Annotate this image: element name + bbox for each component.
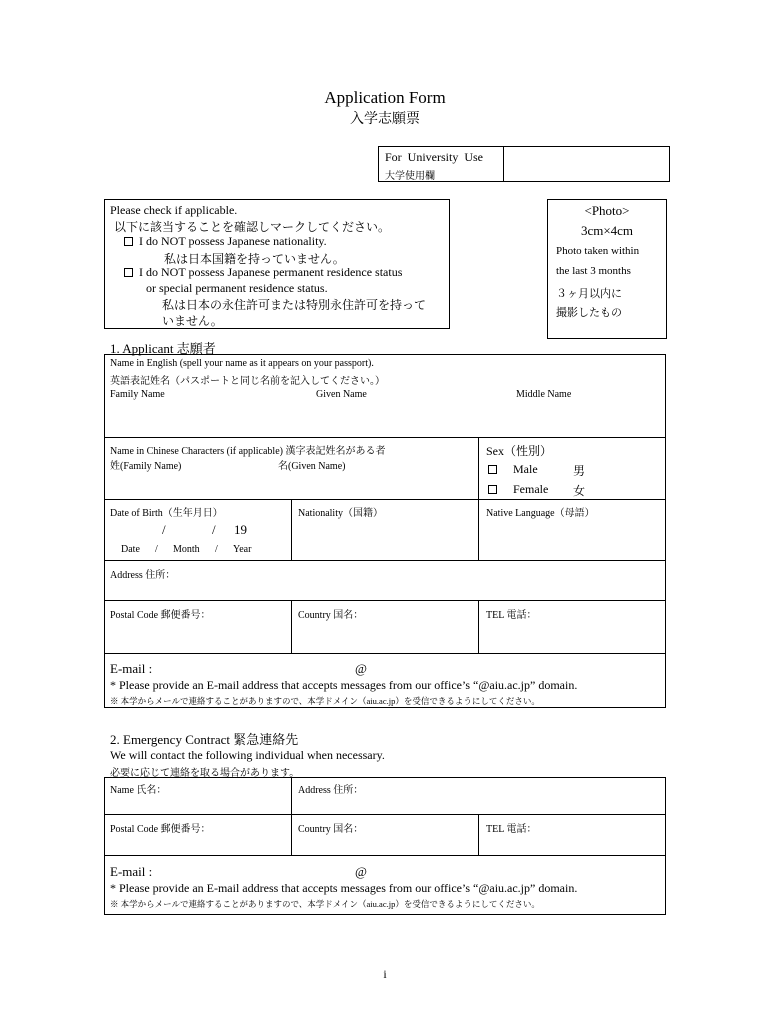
sex-male-jp: 男 [573,464,586,478]
nationality-label: Nationality（国籍） [298,508,383,519]
name-english-label: Name in English (spell your name as it appears on your passport). [110,358,374,369]
eligibility-item-residence-jp1: 私は日本の永住許可または特別永住許可を持って [162,298,427,312]
email-note-jp: ※ 本学からメールで連絡することがありますので、本学ドメイン（aiu.ac.jp）を受信できるようにしてください。 [110,696,540,706]
photo-note-4: 撮影したもの [556,307,622,319]
emergency-email-note-jp: ※ 本学からメールで連絡することがありますので、本学ドメイン（aiu.ac.jp）を受信できるようにしてください。 [110,899,540,909]
emergency-country-label: Country 国名： [298,824,364,835]
checkbox-icon[interactable] [488,465,497,474]
email-field[interactable] [160,658,640,676]
emergency-email-at-sign: @ [355,864,367,879]
university-use-label: For University Use [385,150,483,164]
email-label: E-mail : [110,661,153,676]
postal-code-field[interactable] [106,622,289,651]
sex-female-option[interactable]: Female [488,482,548,497]
sex-label: Sex（性別） [486,444,553,458]
dob-month-hint: Month [173,544,200,555]
dob-year-hint: Year [233,544,252,555]
tel-label: TEL 電話： [486,610,537,621]
email-note: * Please provide an E-mail address that accepts messages from our office’s “@aiu.ac.jp” domain. [110,678,578,692]
dob-field[interactable] [106,520,289,542]
photo-note-1: Photo taken within [556,245,640,257]
dob-century: 19 [234,522,247,537]
eligibility-item-residence[interactable]: I do NOT possess Japanese permanent residence status [124,265,402,280]
emergency-name-label: Name 氏名： [110,785,167,796]
checkbox-icon[interactable] [124,237,133,246]
given-name-label: Given Name [316,389,367,400]
eligibility-intro: Please check if applicable. [110,203,238,217]
emergency-name-field[interactable] [106,796,289,812]
eligibility-item-nationality-jp: 私は日本国籍を持っていません。 [164,252,345,266]
photo-note-2: the last 3 months [556,265,631,277]
page-number: i [383,967,387,981]
section2-intro: We will contact the following individual when necessary. [110,748,385,762]
page-title-jp: 入学志願票 [350,112,420,127]
dob-separator-2: / [212,522,216,537]
emergency-email-label: E-mail : [110,864,153,879]
emergency-country-field[interactable] [293,834,476,853]
photo-size: 3cm×4cm [580,223,634,238]
country-field[interactable] [293,622,476,651]
chinese-family-name-label: 姓(Family Name) [110,461,182,472]
dob-label: Date of Birth（生年月日） [110,508,223,519]
checkbox-icon[interactable] [124,268,133,277]
dob-separator-1: / [162,522,166,537]
middle-name-label: Middle Name [516,389,572,400]
postal-code-label: Postal Code 郵便番号： [110,610,211,621]
name-chinese-label: Name in Chinese Characters (if applicable) 漢字表記姓名がある者 [110,446,386,457]
emergency-postal-code-field[interactable] [106,834,289,853]
photo-title: <Photo> [584,203,630,218]
nationality-field[interactable] [293,520,476,558]
sex-female-jp: 女 [573,484,586,498]
emergency-address-label: Address 住所： [298,785,364,796]
university-use-label-jp: 大学使用欄 [385,171,435,182]
chinese-given-name-label: 名(Given Name) [278,461,346,472]
family-name-label: Family Name [110,389,165,400]
address-field[interactable] [180,562,664,598]
tel-field[interactable] [480,622,664,651]
emergency-tel-field[interactable] [480,834,664,853]
eligibility-item-residence-line2: or special permanent residence status. [146,281,328,295]
sex-male-option[interactable]: Male [488,462,538,477]
page-title: Application Form [324,88,446,107]
photo-note-3: ３ヶ月以内に [556,288,622,300]
section1-heading: 1. Applicant 志願者 [110,341,216,356]
section2-intro-jp: 必要に応じて連絡を取る場合があります。 [110,768,300,779]
university-use-field[interactable] [505,148,668,180]
emergency-email-note: * Please provide an E-mail address that accepts messages from our office’s “@aiu.ac.jp” domain. [110,881,578,895]
emergency-postal-code-label: Postal Code 郵便番号： [110,824,211,835]
country-label: Country 国名： [298,610,364,621]
name-english-label-jp: 英語表記姓名（パスポートと同じ名前を記入してください。） [110,376,385,387]
eligibility-intro-jp: 以下に該当することを確認しマークしてください。 [114,220,391,234]
section2-heading: 2. Emergency Contract 緊急連絡先 [110,732,299,747]
native-language-field[interactable] [480,520,664,558]
eligibility-item-nationality[interactable]: I do NOT possess Japanese nationality. [124,234,327,249]
emergency-tel-label: TEL 電話： [486,824,537,835]
dob-slash-hint-2: / [215,544,218,555]
emergency-address-field[interactable] [293,796,664,812]
native-language-label: Native Language（母語） [486,508,595,519]
checkbox-icon[interactable] [488,485,497,494]
address-label: Address 住所： [110,570,176,581]
name-chinese-field[interactable] [106,472,476,497]
name-english-field[interactable] [106,404,664,435]
dob-date-hint: Date [121,544,140,555]
emergency-email-field[interactable] [160,861,640,879]
dob-slash-hint-1: / [155,544,158,555]
eligibility-item-residence-jp2: いません。 [162,314,223,328]
email-at-sign: @ [355,661,367,676]
